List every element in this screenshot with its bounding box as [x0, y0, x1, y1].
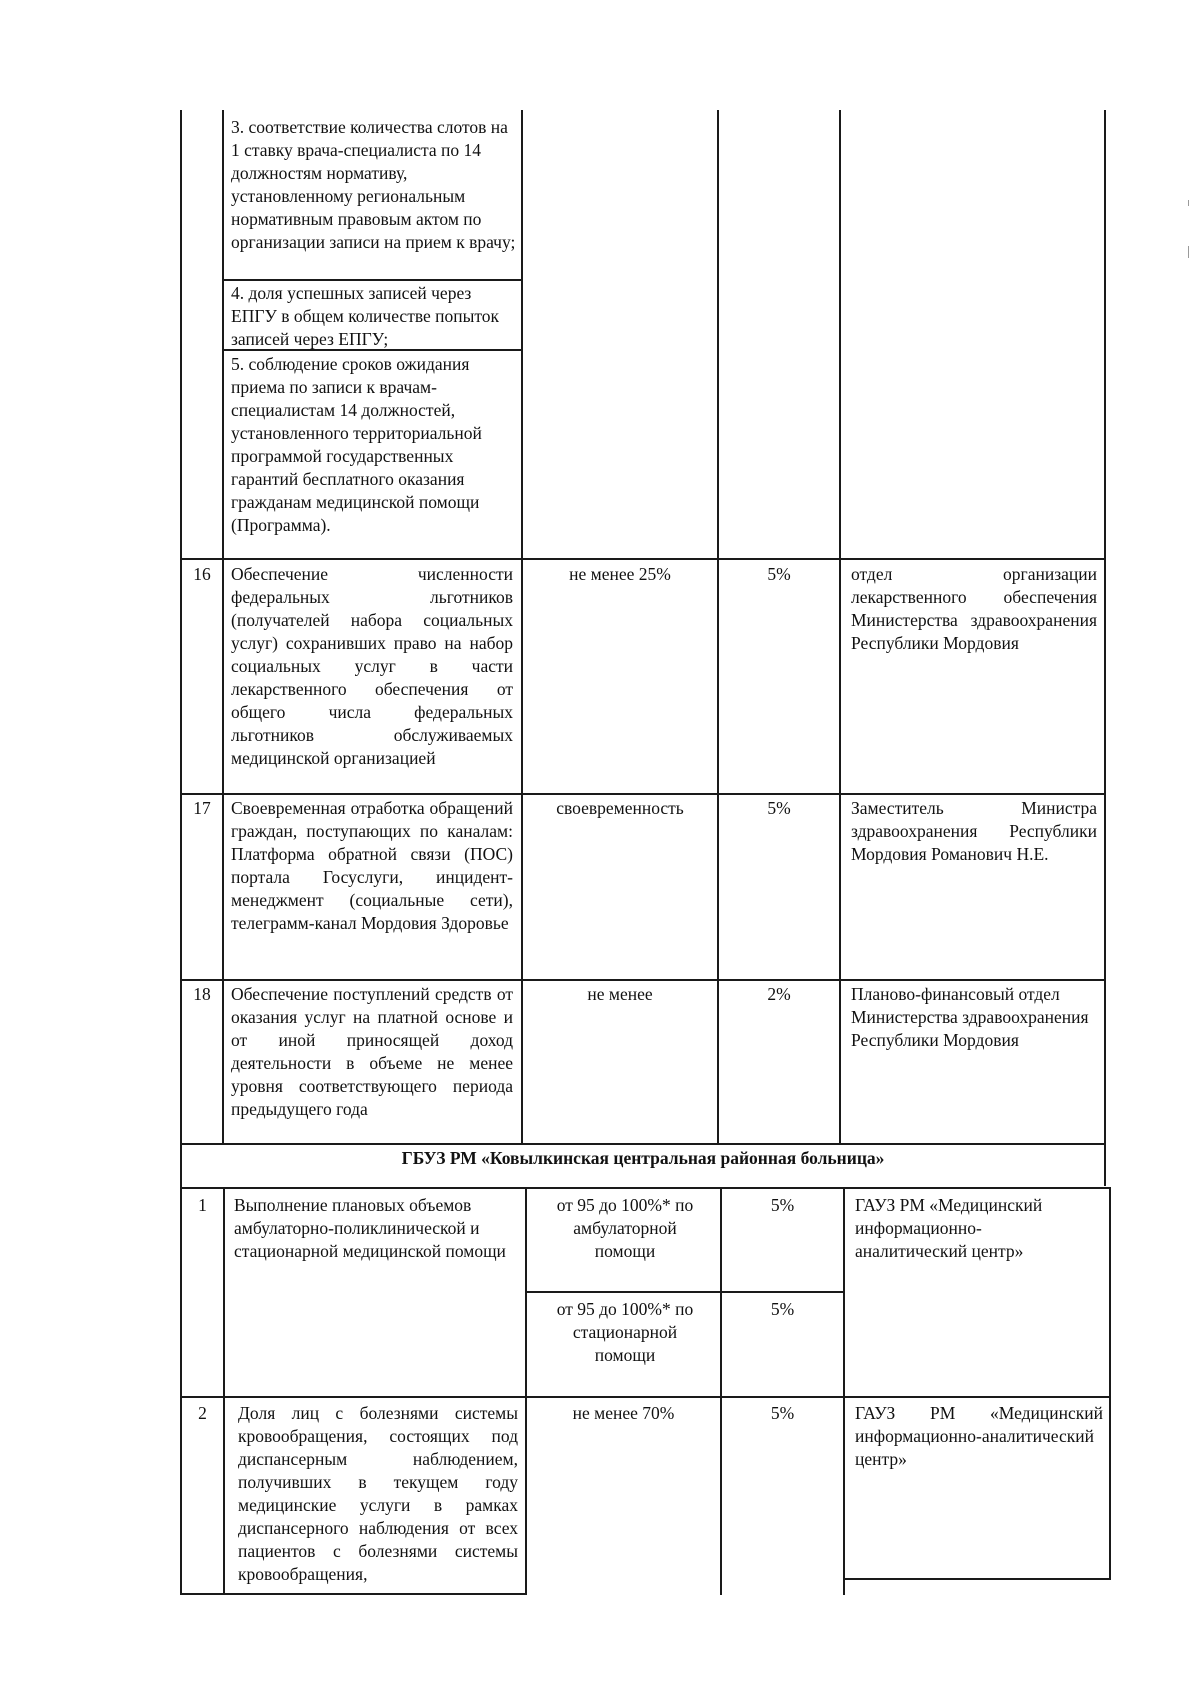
- column-divider: [525, 1189, 527, 1595]
- weight-value: 5%: [770, 1299, 795, 1319]
- section-title: ГБУЗ РМ «Ковылкинская центральная районная больница»: [401, 1148, 885, 1168]
- target-divider: [525, 1291, 845, 1293]
- target-value: от 95 до 100%* по стационарной помощи: [556, 1299, 694, 1365]
- criterion-text: Обеспечение численности федеральных льготников (получателей набора социальных услуг) сохранивших право на набор социальных услуг в части лекарственного обеспечения от общего числа федеральных льготников обслуживаемых медицинской организацией: [231, 564, 513, 768]
- criterion-item: 5. соблюдение сроков ожидания приема по записи к врачам-специалистам 14 должностей, установленного территориальной программой государственных гарантий бесплатного оказания гражданам медицинской помощи (Программа).: [231, 354, 482, 535]
- target-value: не менее: [587, 984, 653, 1004]
- row-number: 2: [198, 1403, 207, 1423]
- weight-value: 5%: [770, 1403, 795, 1423]
- row-number: 1: [198, 1195, 207, 1215]
- criterion-text: Обеспечение поступлений средств от оказания услуг на платной основе и от иной приносящей доход деятельности в объеме не менее уровня соответствующего периода предыдущего года: [231, 984, 513, 1119]
- criterion-text: Своевременная отработка обращений граждан, поступающих по каналам: Платформа обратной связи (ПОС) портала Госуслуги, инцидент-менеджмент (социальные сети), телеграмм-канал Мордовия Здоровье: [231, 798, 513, 933]
- column-divider: [223, 1189, 225, 1595]
- responsible-party: отдел организации лекарственного обеспечения Министерства здравоохранения Республики Мордовия: [851, 564, 1097, 653]
- row-divider: [180, 793, 1106, 795]
- target-value: не менее 70%: [572, 1403, 675, 1423]
- row-divider: [180, 1396, 1111, 1398]
- target-value: от 95 до 100%* по амбулаторной помощи: [556, 1195, 694, 1261]
- row-divider: [180, 979, 1106, 981]
- row-number: 16: [193, 564, 211, 584]
- responsible-party: ГАУЗ РМ «Медицинский информационно-аналитический центр»: [855, 1195, 1043, 1261]
- table-border-left: [180, 110, 182, 1595]
- target-value: не менее 25%: [569, 564, 671, 584]
- criterion-text: Доля лиц с болезнями системы кровообращения, состоящих под диспансерным наблюдением, получивших в текущем году медицинские услуги в рамках диспансерного наблюдения от всех пациентов с болезнями системы кровообращения,: [238, 1403, 518, 1584]
- criteria-divider: [222, 279, 522, 281]
- criterion-item: 3. соответствие количества слотов на 1 ставку врача-специалиста по 14 должностям нормативу, установленному региональным нормативным правовым актом по организации записи на прием к врачу;: [231, 117, 516, 252]
- weight-value: 5%: [767, 798, 791, 818]
- responsible-party: Планово-финансовый отдел Министерства здравоохранения Республики Мордовия: [851, 984, 1089, 1050]
- scan-artifact: [1188, 246, 1189, 258]
- column-divider: [839, 110, 841, 1144]
- row-divider: [180, 1143, 1106, 1145]
- criterion-text: Выполнение плановых объемов амбулаторно-поликлинической и стационарной медицинской помощи: [234, 1195, 506, 1261]
- table-border-bottom: [180, 1593, 527, 1595]
- weight-value: 5%: [770, 1195, 795, 1215]
- table-border-right: [1109, 1189, 1111, 1580]
- table-border-right: [1104, 110, 1106, 1186]
- row-divider: [843, 1578, 1111, 1580]
- column-divider: [720, 1189, 722, 1595]
- column-divider: [222, 110, 224, 1144]
- row-number: 18: [193, 984, 211, 1004]
- scan-artifact: [1188, 200, 1189, 206]
- column-divider: [843, 1189, 845, 1595]
- weight-value: 5%: [767, 564, 791, 584]
- row-divider: [180, 1187, 1111, 1189]
- target-value: своевременность: [556, 798, 684, 818]
- criterion-item: 4. доля успешных записей через ЕПГУ в общем количестве попыток записей через ЕПГУ;: [231, 283, 500, 349]
- row-divider: [180, 558, 1106, 560]
- responsible-party: Заместитель Министра здравоохранения Республики Мордовия Романович Н.Е.: [851, 798, 1097, 864]
- responsible-party: ГАУЗ РМ «Медицинский информационно-аналитический центр»: [855, 1403, 1103, 1469]
- weight-value: 2%: [767, 984, 791, 1004]
- row-number: 17: [193, 798, 211, 818]
